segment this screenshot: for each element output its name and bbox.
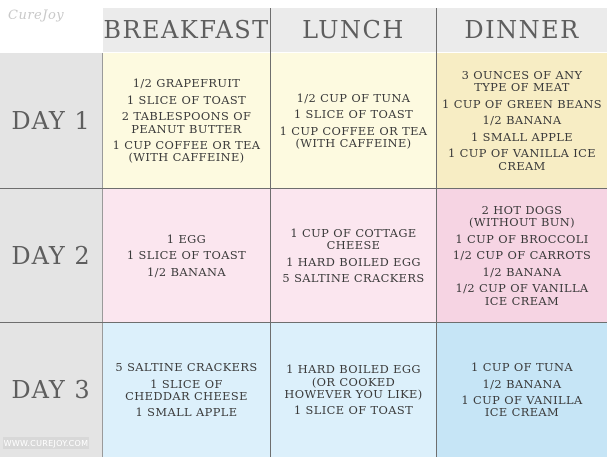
meal-item: 1/2 BANANA [482, 113, 562, 128]
divider [270, 8, 271, 457]
row-header-day-2: DAY 2 [0, 189, 102, 322]
meal-item: 1 SLICE OF CHEDDAR CHEESE [125, 376, 248, 403]
meal-item: 1/2 BANANA [147, 264, 226, 279]
day-3-breakfast-cell [103, 323, 270, 457]
meal-item: 1/2 BANANA [482, 264, 562, 279]
meal-item: 1/2 CUP OF CARROTS [452, 248, 592, 263]
meal-item: 1 CUP OF TUNA [471, 360, 573, 375]
day-1-lunch-cell [271, 53, 436, 188]
divider [0, 188, 607, 189]
meal-item: 3 OUNCES OF ANY TYPE OF MEAT [461, 68, 583, 95]
meal-item: 1 HARD BOILED EGG [286, 254, 421, 269]
meal-item: 1/2 CUP OF VANILLA ICE CREAM [455, 281, 589, 308]
meal-item: 1/2 GRAPEFRUIT [132, 76, 241, 91]
meal-item: 1 CUP OF COTTAGE CHEESE [290, 225, 417, 253]
meal-item: 5 SALTINE CRACKERS [282, 270, 425, 285]
curejoy-logo: CureJoy [8, 8, 65, 23]
day-2-dinner-cell [437, 189, 607, 322]
meal-item: 1 CUP COFFEE OR TEA (WITH CAFFEINE) [112, 137, 261, 165]
row-header-day-1: DAY 1 [0, 53, 102, 188]
meal-item: 2 TABLESPOONS OF PEANUT BUTTER [121, 109, 252, 136]
curejoy-watermark: WWW.CUREJOY.COM [3, 438, 89, 448]
day-1-breakfast-cell [103, 53, 270, 188]
column-header-lunch: LUNCH [271, 8, 436, 52]
meal-item: 2 HOT DOGS (WITHOUT BUN) [469, 203, 575, 230]
meal-item: 5 SALTINE CRACKERS [115, 360, 258, 375]
meal-item: 1 SLICE OF TOAST [293, 107, 414, 122]
meal-item: 1 HARD BOILED EGG (OR COOKED HOWEVER YOU LIKE) [284, 362, 423, 401]
row-header-day-3: DAY 3 [0, 323, 102, 457]
meal-item: 1 SLICE OF TOAST [293, 403, 414, 418]
day-2-lunch-cell [271, 189, 436, 322]
meal-item: 1 CUP OF BROCCOLI [455, 231, 589, 246]
column-header-breakfast: BREAKFAST [103, 8, 270, 52]
column-header-dinner: DINNER [437, 8, 607, 52]
meal-item: 1 EGG [166, 231, 207, 246]
meal-item: 1 SLICE OF TOAST [126, 92, 247, 107]
divider [0, 322, 607, 323]
meal-item: 1 SLICE OF TOAST [126, 248, 247, 263]
day-2-breakfast-cell [103, 189, 270, 322]
meal-item: 1 SMALL APPLE [135, 405, 238, 420]
meal-item: 1 CUP COFFEE OR TEA (WITH CAFFEINE) [279, 123, 428, 150]
meal-item: 1 SMALL APPLE [471, 129, 573, 144]
day-3-lunch-cell [271, 323, 436, 457]
divider [436, 8, 437, 457]
meal-item: 1/2 BANANA [482, 376, 562, 391]
meal-item: 1 CUP OF GREEN BEANS [442, 96, 602, 111]
meal-item: 1 CUP OF VANILLA ICE CREAM [448, 146, 596, 173]
meal-item: 1/2 CUP OF TUNA [296, 90, 411, 105]
day-3-dinner-cell [437, 323, 607, 457]
day-1-dinner-cell [437, 53, 607, 188]
divider [102, 53, 103, 457]
meal-item: 1 CUP OF VANILLA ICE CREAM [461, 393, 583, 420]
